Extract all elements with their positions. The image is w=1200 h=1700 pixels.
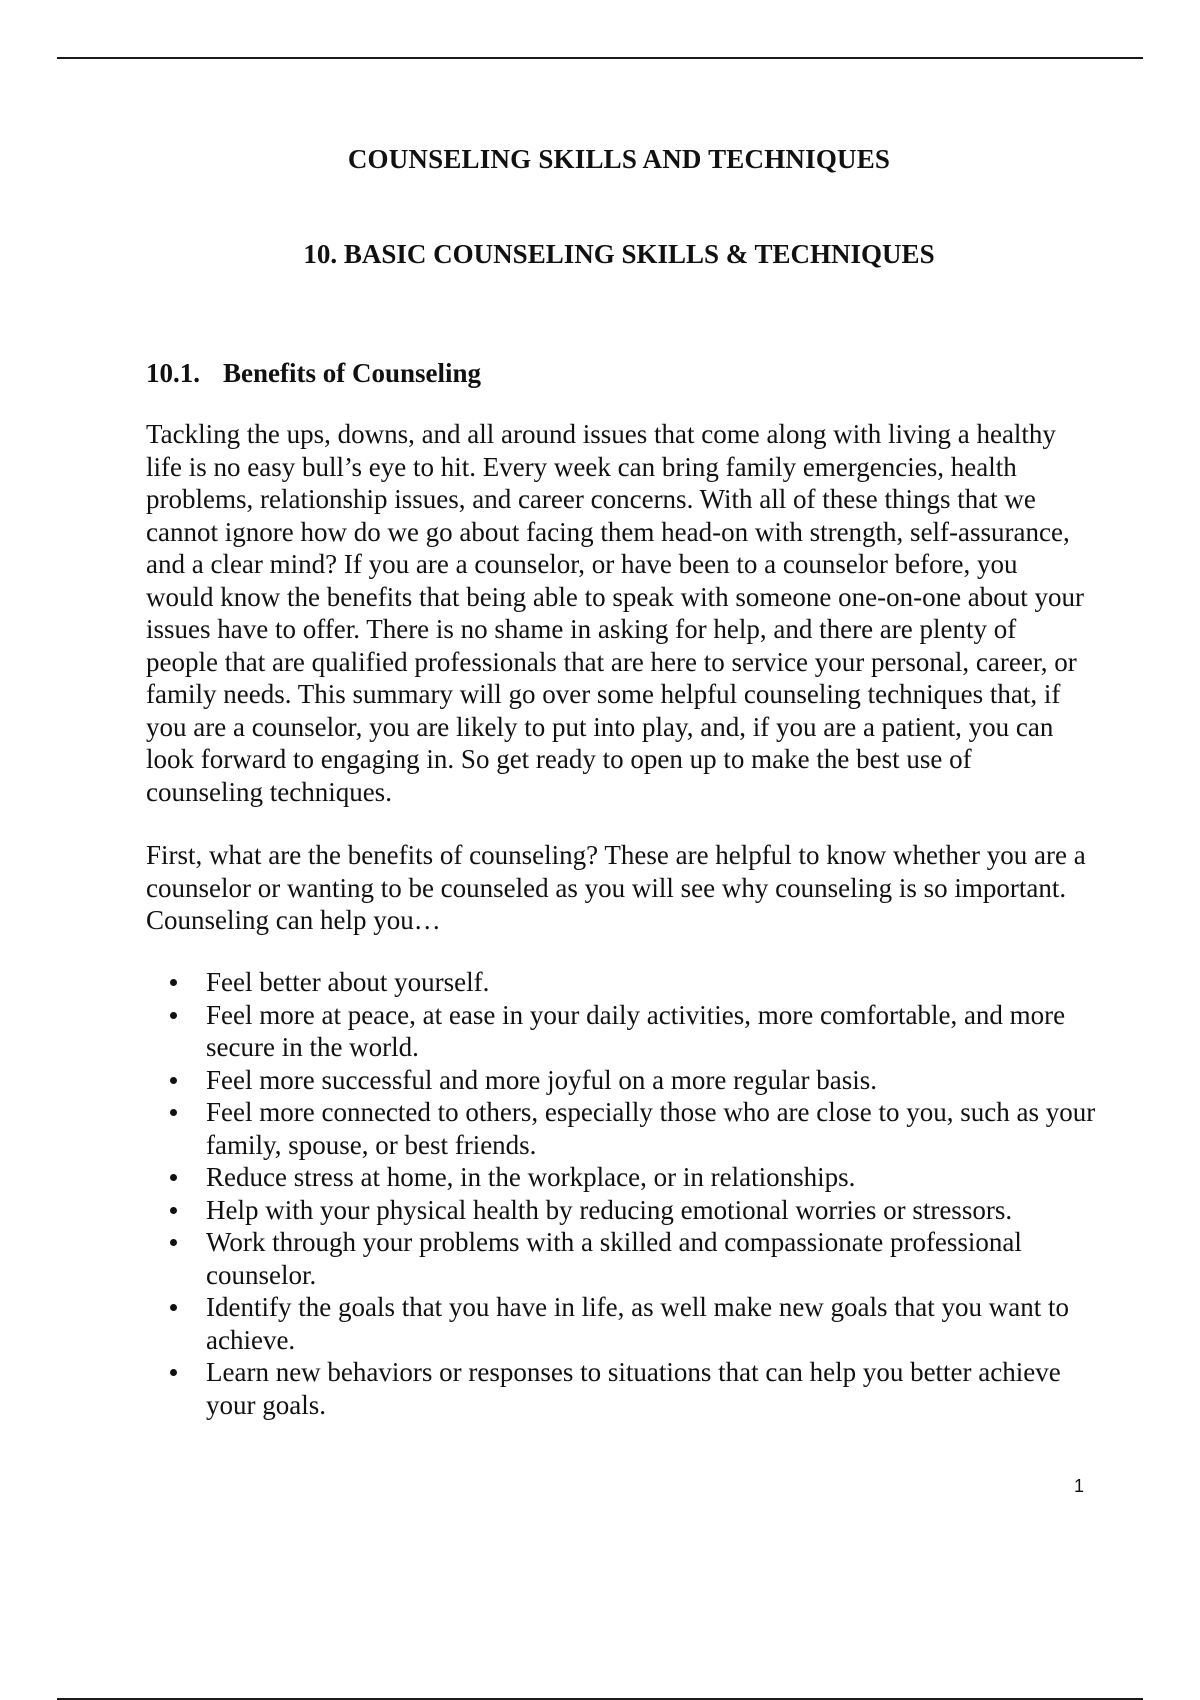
list-item-text: Identify the goals that you have in life, as well make new goals that you want to achieve.: [206, 1292, 1070, 1355]
list-item-text: Reduce stress at home, in the workplace, or in relationships.: [206, 1162, 856, 1192]
paragraph-benefits-lead: First, what are the benefits of counseling? These are helpful to know whether you are a counselor or wanting to be counseled as you will see why counseling is so important. Counseling can help you…: [146, 840, 1086, 935]
section-number: 10.1.: [146, 358, 200, 388]
bullet-icon: [170, 1109, 177, 1116]
paragraph-intro: Tackling the ups, downs, and all around issues that come along with living a healthy life is no easy bull’s eye to hit. Every week can bring family emergencies, health problems, relationship issues, and career concerns. With all of these things that we cannot ignore how do we go about facing them head-on with strength, self-assurance, and a clear mind? If you are a counselor, or have been to a counselor before, you would know the benefits that being able to speak with someone one-on-one about your issues have to offer. There is no shame in asking for help, and there are plenty of people that are qualified professionals that are here to service your personal, career, or family needs. This summary will go over some helpful counseling techniques that, if you are a counselor, you are likely to put into play, and, if you are a patient, you can look forward to engaging in. So get ready to open up to make the best use of counseling techniques.: [146, 419, 1085, 807]
section-heading: [146, 358, 481, 389]
page-number: 1: [1074, 1476, 1085, 1496]
bullet-icon: [170, 1207, 177, 1214]
list-item: [146, 1291, 1096, 1356]
document-title: COUNSELING SKILLS AND TECHNIQUES: [347, 144, 891, 174]
list-item: [146, 1064, 1096, 1097]
section-title: Benefits of Counseling: [223, 358, 482, 388]
list-item-text: Work through your problems with a skilled and compassionate professional counselor.: [206, 1227, 1022, 1290]
list-item: [146, 966, 1096, 999]
list-item: [146, 1356, 1096, 1421]
list-item: [146, 1096, 1096, 1161]
list-item-text: Feel better about yourself.: [206, 967, 490, 997]
list-item-text: Learn new behaviors or responses to situations that can help you better achieve your goals.: [206, 1357, 1061, 1420]
list-item: [146, 1161, 1096, 1194]
top-rule: [57, 57, 1143, 59]
list-item-text: Help with your physical health by reducing emotional worries or stressors.: [206, 1194, 1013, 1225]
list-item-text: Feel more at peace, at ease in your daily activities, more comfortable, and more secure in the world.: [206, 999, 1066, 1062]
bullet-icon: [170, 1077, 177, 1084]
list-item: [146, 1226, 1096, 1291]
bullet-icon: [170, 1304, 177, 1311]
chapter-title: 10. BASIC COUNSELING SKILLS & TECHNIQUES: [303, 239, 935, 269]
list-item-text: Feel more successful and more joyful on a more regular basis.: [206, 1064, 878, 1095]
bullet-icon: [170, 1369, 177, 1376]
list-item: [146, 999, 1096, 1064]
list-item-text: Feel more connected to others, especially those who are close to you, such as your family, spouse, or best friends.: [206, 1097, 1096, 1160]
bullet-icon: [170, 1239, 177, 1246]
bullet-icon: [170, 1012, 177, 1019]
bullet-icon: [170, 1174, 177, 1181]
bullet-icon: [170, 979, 177, 986]
benefits-list: [146, 966, 1096, 1421]
list-item: [146, 1194, 1096, 1227]
